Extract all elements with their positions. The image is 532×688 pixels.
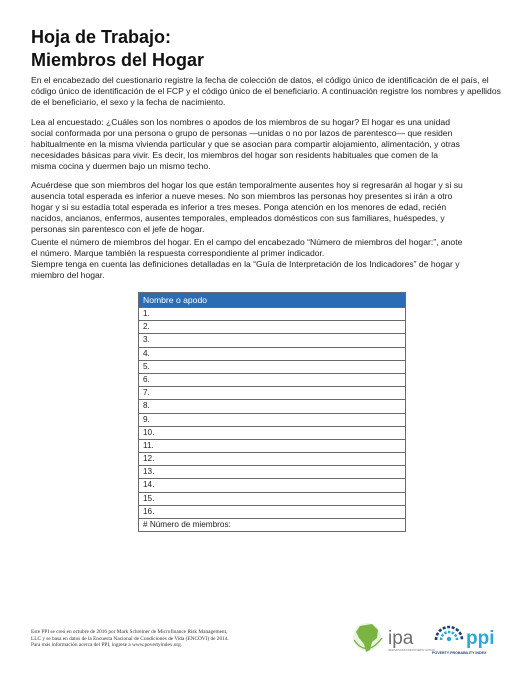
ipa-logo [350,618,436,660]
text-line: hogar y si su estadía total esperada es inferior a tres meses. Ponga atención en los menores de edad, recién [31,202,447,213]
text-line: Acuérdese que son miembros del hogar los que están temporalmente ausentes hoy si regresarán al hogar y si su [31,180,463,190]
member-row-15[interactable]: 15. [139,493,405,506]
footer-line: Para más información acerca del PPI, ingrese a www.povertyindex.org. [31,642,183,649]
member-count-row[interactable]: # Número de miembros: [143,520,231,529]
text-line: ausencia total esperada es inferior a nueve meses. No son miembros las personas hoy presentes si irán a otro [31,191,453,202]
text-line: miembro del hogar. [31,270,105,281]
text-line: necesidades básicas para vivir. Es decir, los miembros del hogar son residents habituales que comen de la [31,150,438,161]
text-line: social conformada por una persona o grupo de personas —unidas o no por lazos de parentesco— que residen [31,128,453,139]
text-line: habitualmente en la misma vivienda particular y que se asocian para compartir alojamiento, alimentación, y otras [31,139,460,150]
member-row-2[interactable]: 2. [139,321,405,334]
member-row-9[interactable]: 9. [139,414,405,427]
africa-globe-icon [353,623,382,652]
text-line: misma cocina y duermen bajo un mismo techo. [31,161,211,172]
text-line: En el encabezado del cuestionario registre la fecha de colección de datos, el código único de identificación de el país, el [31,75,489,85]
text-line: nacidos, ancianos, enfermos, ausentes temporales, empleados domésticos con sus familiares, huéspedes, y [31,213,445,224]
member-row-8[interactable]: 8. [139,400,405,413]
text-line: de el beneficiario, el sexo y la fecha de nacimiento. [31,97,226,108]
ppi-wordmark: ppi [466,628,495,649]
footer-line: LLC y se basa en datos de la Encuesta Nacional de Condiciones de Vida (ENCOVI) de 2014. [31,635,229,642]
member-row-10[interactable]: 10. [139,427,405,440]
text-line: Siempre tenga en cuenta las definiciones detalladas en la “Guía de Interpretación de los Indicadores” de hogar y [31,259,460,270]
instructions-paragraph-4 [31,237,509,281]
member-row-12[interactable]: 12. [139,453,405,466]
footer-note [31,629,291,649]
instructions-paragraph-1 [31,75,509,108]
household-members-table [138,292,406,532]
member-row-14[interactable]: 14. [139,479,405,492]
text-line: código único de identificación de el FCP y el código único de el beneficiario. A continuación registre los nombres y apellidos [31,86,501,97]
text-line: Cuente el número de miembros del hogar. En el campo del encabezado “Número de miembros del hogar:”, anote [31,237,463,247]
ppi-logo [430,618,514,660]
text-line: Lea al encuestado: ¿Cuáles son los nombres o apodos de los miembros de su hogar? El hogar es una unidad [31,117,450,127]
ppi-tagline: POVERTY PROBABILITY INDEX [432,651,487,655]
member-row-1[interactable]: 1. [139,308,405,321]
instructions-paragraph-3 [31,180,509,235]
page-title [31,26,204,72]
instructions-paragraph-2 [31,117,509,172]
text-line: personas sin parentesco con el jefe de hogar. [31,224,205,235]
title-line-1: Hoja de Trabajo: [31,27,172,47]
text-line: el número. Marque también la respuesta correspondiente al primer indicador. [31,248,325,259]
member-row-6[interactable]: 6. [139,374,405,387]
member-row-7[interactable]: 7. [139,387,405,400]
member-row-3[interactable]: 3. [139,334,405,347]
center-dot [447,637,451,641]
member-row-5[interactable]: 5. [139,361,405,374]
member-row-13[interactable]: 13. [139,466,405,479]
member-row-16[interactable]: 16. [139,506,405,519]
table-header: Nombre o apodo [139,293,405,308]
ipa-tagline: INNOVATIONS FOR POVERTY ACTION [388,649,436,652]
ipa-wordmark: ipa [388,628,414,649]
member-row-11[interactable]: 11. [139,440,405,453]
member-row-4[interactable]: 4. [139,348,405,361]
footer-line: Este PPI se creó en octubre de 2016 por Mark Schreiner de Microfinance Risk Management, [31,629,228,635]
signal-arcs-icon [436,627,462,641]
title-line-2: Miembros del Hogar [31,50,205,70]
